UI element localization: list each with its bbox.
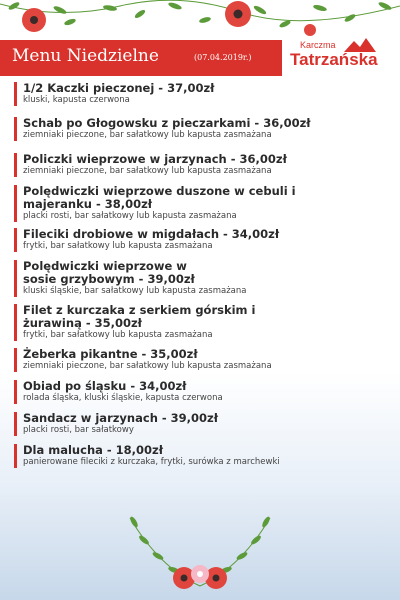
list-item — [14, 304, 314, 341]
list-item — [14, 348, 398, 372]
menu-item-description: ziemniaki pieczone, bar sałatkowy lub kapusta zasmażana — [23, 166, 272, 176]
menu-item-title: 1/2 Kaczki pieczonej - 37,00zł — [23, 81, 215, 95]
menu-item-title: Fileciki drobiowe w migdałach - 34,00zł — [23, 227, 280, 241]
list-item — [14, 153, 398, 177]
logo-line-big: Tatrzańska — [290, 50, 378, 69]
list-item — [14, 444, 398, 468]
menu-item-title: Filet z kurczaka z serkiem górskim i żurawiną - 35,00zł — [23, 303, 256, 330]
list-item — [14, 117, 398, 141]
list-item — [14, 380, 398, 404]
menu-item-description: frytki, bar sałatkowy lub kapusta zasmażana — [23, 330, 213, 340]
menu-item-description: placki rosti, bar sałatkowy lub kapusta zasmażana — [23, 211, 237, 221]
list-item — [14, 412, 398, 436]
menu-item-title: Obiad po śląsku - 34,00zł — [23, 379, 187, 393]
menu-date: (07.04.2019r.) — [194, 53, 252, 62]
menu-item-title: Sandacz w jarzynach - 39,00zł — [23, 411, 218, 425]
list-item — [14, 228, 398, 252]
menu-item-title: Dla malucha - 18,00zł — [23, 443, 164, 457]
menu-item-description: kluski śląskie, bar sałatkowy lub kapusta zasmażana — [23, 286, 247, 296]
list-item — [14, 82, 398, 106]
list-item — [14, 259, 247, 297]
menu-item-title: Polędwiczki wieprzowe w sosie grzybowym - 39,00zł — [23, 259, 195, 286]
menu-item-title: Polędwiczki wieprzowe duszone w cebuli i majeranku - 38,00zł — [23, 184, 296, 211]
menu-item-title: Żeberka pikantne - 35,00zł — [23, 347, 198, 361]
menu-item-description: ziemniaki pieczone, bar sałatkowy lub kapusta zasmażana — [23, 361, 272, 371]
menu-item-title: Policzki wieprzowe w jarzynach - 36,00zł — [23, 152, 287, 166]
menu-item-description: frytki, bar sałatkowy lub kapusta zasmażana — [23, 241, 213, 251]
page-title: Menu Niedzielne — [12, 46, 159, 66]
menu-item-description: kluski, kapusta czerwona — [23, 95, 130, 105]
menu-item-description: panierowane fileciki z kurczaka, frytki, surówka z marchewki — [23, 457, 280, 467]
menu-item-title: Schab po Głogowsku z pieczarkami - 36,00zł — [23, 116, 311, 130]
menu-item-description: rolada śląska, kluski śląskie, kapusta czerwona — [23, 393, 223, 403]
list-item — [14, 185, 314, 222]
menu-item-description: placki rosti, bar sałatkowy — [23, 425, 134, 435]
restaurant-logo — [282, 36, 390, 76]
logo-line-small: Karczma — [300, 40, 336, 50]
menu-item-description: ziemniaki pieczone, bar sałatkowy lub kapusta zasmażana — [23, 130, 272, 140]
floral-decoration-bottom — [100, 508, 300, 600]
